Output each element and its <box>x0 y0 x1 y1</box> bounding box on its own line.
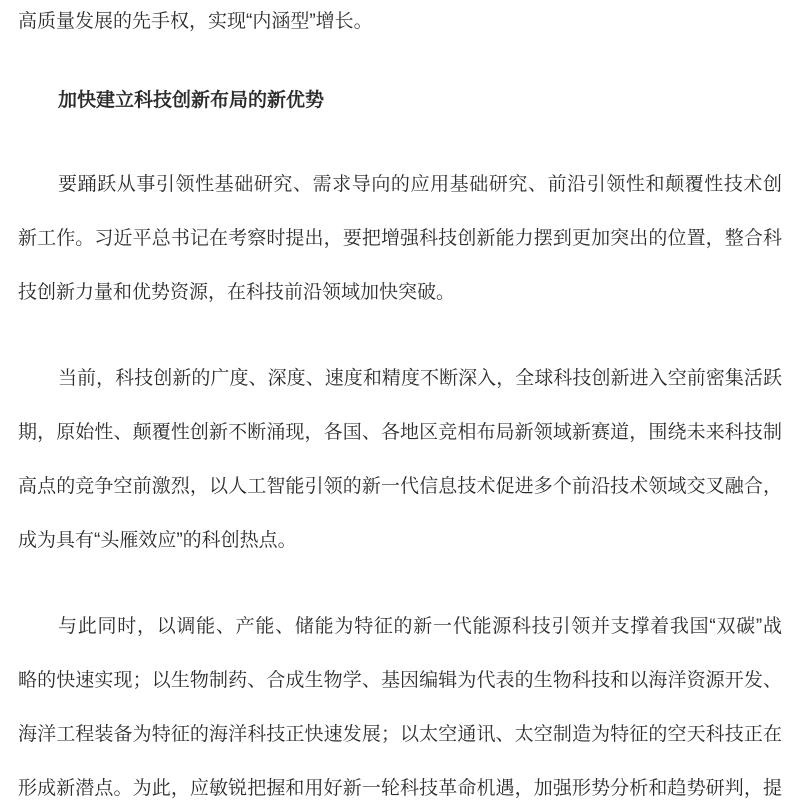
text-line: 与此同时，以调能、产能、储能为特征的新一代能源科技引领并支撑着我国“双碳”战 <box>58 616 782 637</box>
text-line: 略的快速实现；以生物制药、合成生物学、基因编辑为代表的生物科技和以海洋资源开发、 <box>18 670 782 691</box>
text-line: 高点的竞争空前激烈，以人工智能引领的新一代信息技术促进多个前沿技术领域交叉融合， <box>18 476 782 497</box>
text-line: 当前，科技创新的广度、深度、速度和精度不断深入，全球科技创新进入空前密集活跃 <box>58 368 782 389</box>
text-line: 新工作。习近平总书记在考察时提出，要把增强科技创新能力摆到更加突出的位置，整合科 <box>18 228 782 249</box>
heading-text-line: 加快建立科技创新布局的新优势 <box>58 90 325 111</box>
paragraph-block <box>18 600 782 800</box>
section-heading <box>18 74 782 128</box>
paragraph-block <box>18 352 782 568</box>
text-line: 成为具有“头雁效应”的科创热点。 <box>18 530 297 551</box>
text-line: 形成新潜点。为此，应敏锐把握和用好新一轮科技革命机遇，加强形势分析和趋势研判，提 <box>18 778 782 799</box>
paragraph-block <box>18 158 782 320</box>
text-line: 海洋工程装备为特征的海洋科技正快速发展；以太空通讯、太空制造为特征的空天科技正在 <box>18 724 782 745</box>
text-line: 要踊跃从事引领性基础研究、需求导向的应用基础研究、前沿引领性和颠覆性技术创 <box>58 174 782 195</box>
text-line: 技创新力量和优势资源，在科技前沿领域加快突破。 <box>18 282 456 303</box>
text-line: 期，原始性、颠覆性创新不断涌现，各国、各地区竞相布局新领域新赛道，围绕未来科技制 <box>18 422 782 443</box>
paragraph-block <box>18 0 782 44</box>
text-line: 高质量发展的先手权，实现“内涵型”增长。 <box>18 11 373 32</box>
